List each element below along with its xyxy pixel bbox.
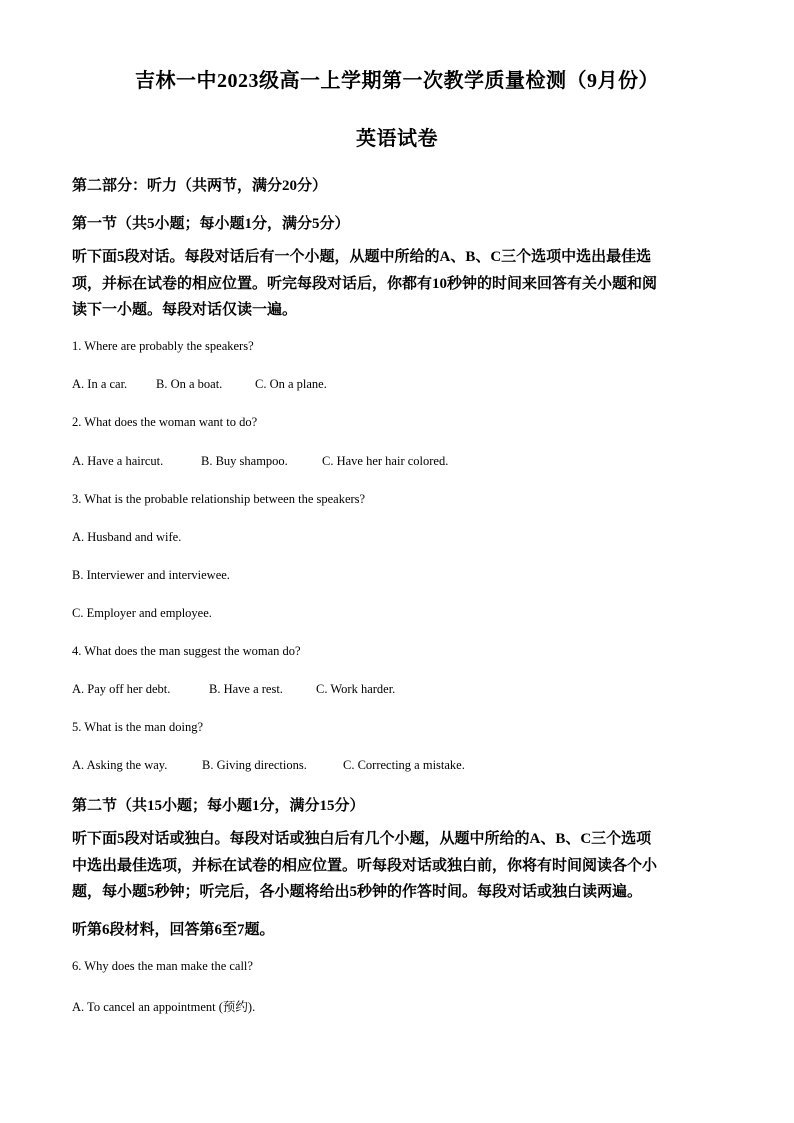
- question-stem: 5. What is the man doing?: [72, 720, 203, 734]
- option-b: B. On a boat.: [156, 377, 223, 391]
- section2-heading: 第二节（共15小题；每小题1分，满分15分）: [72, 798, 365, 814]
- instruction-line: 读下一小题。每段对话仅读一遍。: [72, 302, 298, 318]
- question-options: [72, 758, 722, 773]
- option-a: A. Husband and wife.: [72, 530, 182, 544]
- option-a: A. In a car.: [72, 377, 128, 391]
- question-stem: 4. What does the man suggest the woman do?: [72, 644, 301, 658]
- option-b: B. Giving directions.: [202, 758, 307, 772]
- option-c: C. Have her hair colored.: [322, 454, 449, 468]
- part-heading: 第二部分：听力（共两节，满分20分）: [72, 178, 328, 194]
- material-heading: 听第6段材料，回答第6至7题。: [72, 922, 275, 938]
- option-c: C. On a plane.: [255, 377, 327, 391]
- option-a: A. Asking the way.: [72, 758, 168, 772]
- instruction-line: 中选出最佳选项，并标在试卷的相应位置。听每段对话或独白前，你将有时间阅读各个小: [72, 857, 658, 874]
- instruction-line: 听下面5段对话或独白。每段对话或独白后有几个小题，从题中所给的A、B、C三个选项: [72, 831, 652, 847]
- section1-instructions: [72, 244, 712, 324]
- page-subtitle: 英语试卷: [356, 128, 438, 150]
- question-stem: 6. Why does the man make the call?: [72, 959, 253, 973]
- option-b: B. Buy shampoo.: [201, 454, 288, 468]
- section1-heading: 第一节（共5小题；每小题1分，满分5分）: [72, 216, 350, 232]
- option-c: C. Work harder.: [316, 682, 396, 696]
- option-b: B. Have a rest.: [209, 682, 283, 696]
- option-a: A. To cancel an appointment (预约).: [72, 1000, 256, 1014]
- question-stem: 1. Where are probably the speakers?: [72, 339, 254, 353]
- section2-instructions: [72, 826, 712, 906]
- option-c: C. Correcting a mistake.: [343, 758, 465, 772]
- question-options: [72, 454, 722, 469]
- question-options: [72, 682, 722, 697]
- question-stem: 3. What is the probable relationship between the speakers?: [72, 492, 366, 506]
- option-a: A. Pay off her debt.: [72, 682, 171, 696]
- option-b: B. Interviewer and interviewee.: [72, 568, 230, 582]
- question-options: [72, 377, 722, 392]
- instruction-line: 项，并标在试卷的相应位置。听完每段对话后，你都有10秒钟的时间来回答有关小题和阅: [72, 275, 658, 292]
- page-title: 吉林一中2023级高一上学期第一次教学质量检测（9月份）: [135, 70, 659, 92]
- instruction-line: 题，每小题5秒钟；听完后，各小题将给出5秒钟的作答时间。每段对话或独白读两遍。: [72, 884, 643, 900]
- instruction-line: 听下面5段对话。每段对话后有一个小题，从题中所给的A、B、C三个选项中选出最佳选: [72, 249, 652, 265]
- question-stem: 2. What does the woman want to do?: [72, 415, 258, 429]
- option-a: A. Have a haircut.: [72, 454, 164, 468]
- option-c: C. Employer and employee.: [72, 606, 212, 620]
